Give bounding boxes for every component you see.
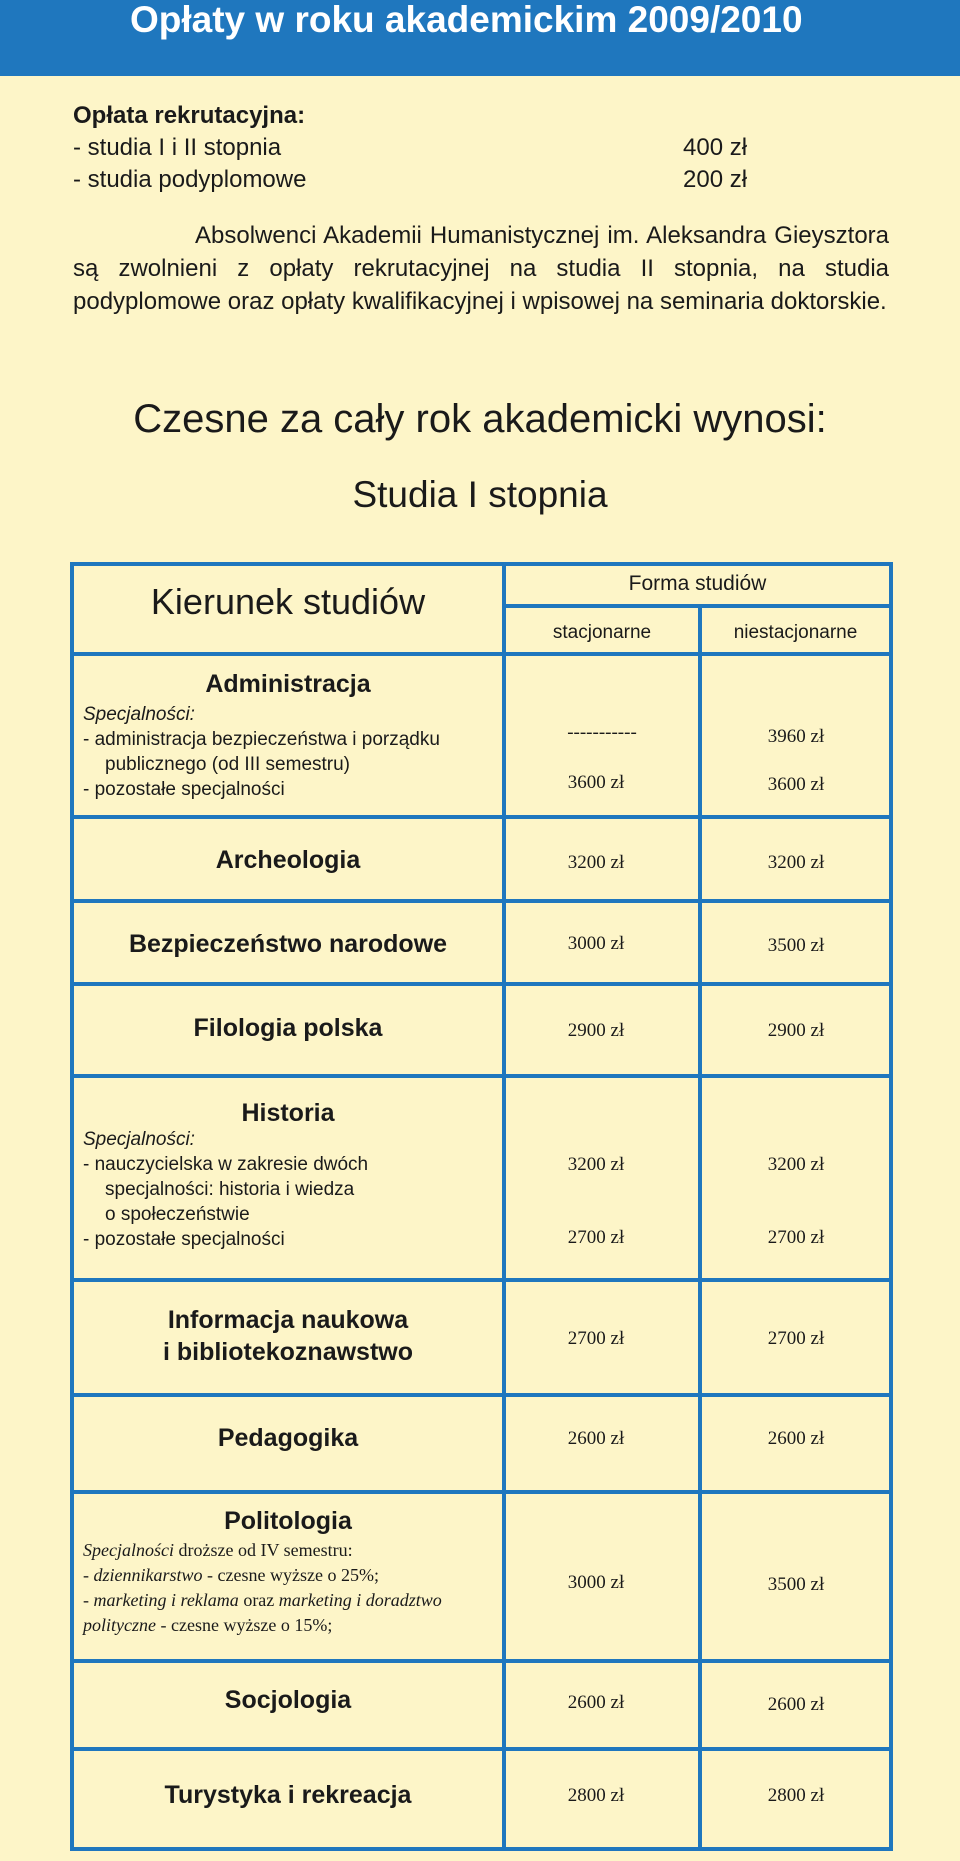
- price-stacjonarne: 3000 zł: [567, 1572, 625, 1593]
- politologia-specialties: [83, 1538, 503, 1638]
- spec-text: oraz: [238, 1590, 279, 1610]
- spec-line: [83, 1563, 503, 1588]
- header-bar: [0, 0, 960, 76]
- row-name-filologia: Filologia polska: [193, 1014, 383, 1042]
- price-stacjonarne: 2700 zł: [567, 1227, 625, 1248]
- price-niestacjonarne: 3500 zł: [767, 1574, 825, 1595]
- spec-name: polityczne: [83, 1615, 156, 1635]
- spec-text: -: [83, 1590, 94, 1610]
- fee-row: [73, 164, 893, 196]
- price-stacjonarne: -----------: [567, 722, 637, 743]
- row-name-politologia: Politologia: [224, 1507, 352, 1535]
- price-stacjonarne: 3000 zł: [567, 933, 625, 954]
- row-name-pedagogika: Pedagogika: [217, 1424, 359, 1452]
- row-name-archeologia: Archeologia: [215, 846, 361, 874]
- spec-text: - czesne wyższe o 25%;: [202, 1565, 379, 1585]
- recruitment-fee-section: [73, 100, 893, 196]
- row-name-administracja: Administracja: [205, 670, 371, 698]
- spec-line: - pozostałe specjalności: [83, 779, 285, 800]
- price-stacjonarne: 2700 zł: [567, 1328, 625, 1349]
- fee-row: [73, 132, 893, 164]
- column-header-kierunek: Kierunek studiów: [150, 581, 426, 622]
- spec-label: Specjalności:: [83, 1129, 195, 1150]
- price-niestacjonarne: 2700 zł: [767, 1227, 825, 1248]
- row-name-informacja: [74, 1304, 502, 1368]
- price-niestacjonarne: 3500 zł: [767, 935, 825, 956]
- fee-label: - studia I i II stopnia: [73, 134, 282, 161]
- price-niestacjonarne: 3200 zł: [767, 852, 825, 873]
- tuition-heading: Czesne za cały rok akademicki wynosi:: [133, 397, 827, 441]
- price-stacjonarne: 2600 zł: [567, 1692, 625, 1713]
- row-name-line: Informacja naukowa: [167, 1306, 409, 1334]
- column-header-niestacjonarne: niestacjonarne: [733, 622, 858, 643]
- spec-line: - nauczycielska w zakresie dwóch: [83, 1154, 369, 1175]
- spec-line: specjalności: historia i wiedza: [105, 1179, 355, 1200]
- row-name-turystyka: Turystyka i rekreacja: [164, 1781, 412, 1809]
- row-name-bezpieczenstwo: Bezpieczeństwo narodowe: [128, 930, 448, 958]
- row-name-historia: Historia: [241, 1099, 335, 1127]
- column-header-forma: Forma studiów: [628, 572, 767, 595]
- exemption-note: Absolwenci Akademii Humanistycznej im. Aleksandra Gieysztora są zwolnieni z opłaty rekrutacyjnej na studia II stopnia, na studia podyplomowe oraz opłaty kwalifikacyjnej i wpisowej na seminaria doktorskie.: [73, 222, 889, 315]
- spec-line: - administracja bezpieczeństwa i porządku: [83, 729, 440, 750]
- price-stacjonarne: 2800 zł: [567, 1785, 625, 1806]
- spec-label: Specjalności: [83, 1540, 174, 1560]
- price-niestacjonarne: 2800 zł: [767, 1785, 825, 1806]
- spec-name: marketing i reklama: [93, 1590, 239, 1610]
- price-niestacjonarne: 2900 zł: [767, 1020, 825, 1041]
- row-name-line: i bibliotekoznawstwo: [162, 1338, 413, 1366]
- price-niestacjonarne: 3600 zł: [767, 774, 825, 795]
- price-stacjonarne: 3200 zł: [567, 852, 625, 873]
- historia-specialties: [83, 1127, 503, 1252]
- price-niestacjonarne: 2700 zł: [767, 1328, 825, 1349]
- price-niestacjonarne: 3200 zł: [767, 1154, 825, 1175]
- fee-amount: 200 zł: [683, 166, 748, 193]
- price-niestacjonarne: 3960 zł: [767, 726, 825, 747]
- spec-line: [83, 1613, 503, 1638]
- spec-name: dziennikarstwo: [93, 1565, 203, 1585]
- fee-label: - studia podyplomowe: [73, 166, 307, 193]
- spec-text: - czesne wyższe o 15%;: [155, 1615, 333, 1635]
- spec-label: Specjalności:: [83, 704, 195, 725]
- administracja-specialties: [83, 702, 503, 802]
- spec-line: publicznego (od III semestru): [105, 754, 351, 775]
- tuition-subheading: Studia I stopnia: [352, 474, 608, 515]
- spec-text: -: [83, 1565, 94, 1585]
- page-title: Opłaty w roku akademickim 2009/2010: [130, 0, 803, 40]
- price-niestacjonarne: 2600 zł: [767, 1428, 825, 1449]
- price-niestacjonarne: 2600 zł: [767, 1694, 825, 1715]
- spec-line: o społeczeństwie: [105, 1204, 250, 1225]
- spec-text: droższe od IV semestru:: [173, 1540, 353, 1560]
- spec-name: marketing i doradztwo: [278, 1590, 442, 1610]
- price-stacjonarne: 3600 zł: [567, 772, 625, 793]
- price-stacjonarne: 2600 zł: [567, 1428, 625, 1449]
- fee-amount: 400 zł: [683, 134, 748, 161]
- spec-line: [83, 1588, 503, 1613]
- price-stacjonarne: 2900 zł: [567, 1020, 625, 1041]
- price-stacjonarne: 3200 zł: [567, 1154, 625, 1175]
- recruitment-fee-title: Opłata rekrutacyjna:: [73, 102, 306, 129]
- row-name-socjologia: Socjologia: [224, 1686, 352, 1714]
- spec-line: [83, 1538, 503, 1563]
- column-header-stacjonarne: stacjonarne: [552, 622, 652, 643]
- spec-line: - pozostałe specjalności: [83, 1229, 285, 1250]
